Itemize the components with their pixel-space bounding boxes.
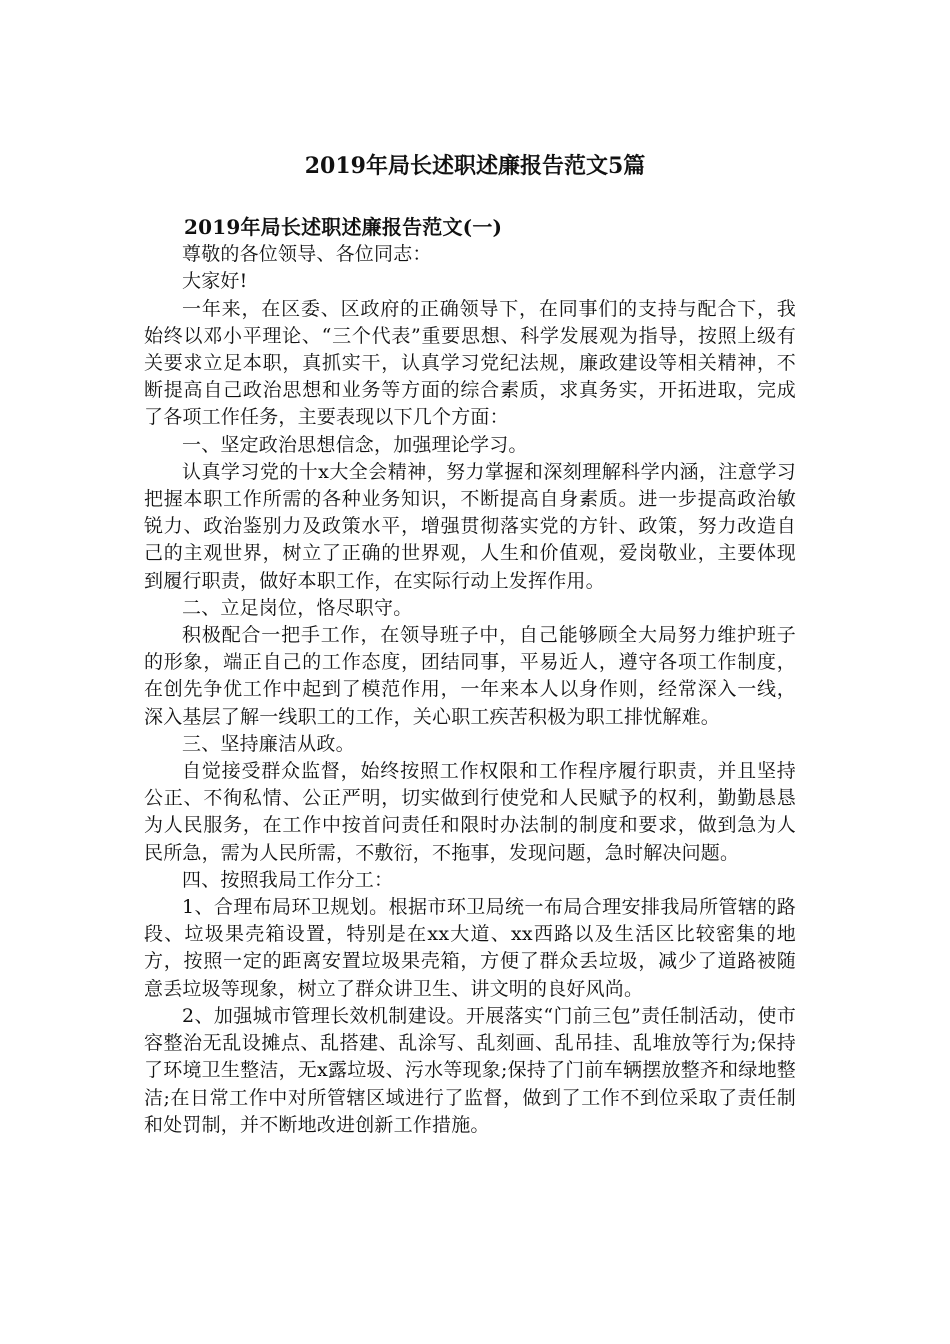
body-paragraph: 认真学习党的十x大全会精神，努力掌握和深刻理解科学内涵，注意学习把握本职工作所需的各种业务知识，不断提高自身素质。进一步提高政治敏锐力、政治鉴别力及政策水平，增强贯彻落实党的方针、政策，努力改造自己的主观世界，树立了正确的世界观，人生和价值观，爱岗敬业，主要体现到履行职责，做好本职工作，在实际行动上发挥作用。 bbox=[144, 460, 796, 592]
body-paragraph: 一年来，在区委、区政府的正确领导下，在同事们的支持与配合下，我始终以邓小平理论、“三个代表”重要思想、科学发展观为指导，按照上级有关要求立足本职，真抓实干，认真学习党纪法规，廉政建设等相关精神，不断提高自己政治思想和业务等方面的综合素质，求真务实，开拓进取，完成了各项工作任务，主要表现以下几个方面： bbox=[144, 297, 796, 429]
section-heading: 三、坚持廉洁从政。 bbox=[182, 732, 355, 755]
section-heading: 一、坚定政治思想信念，加强理论学习。 bbox=[182, 433, 528, 456]
document-title: 2019年局长述职述廉报告范文5篇 bbox=[304, 153, 646, 179]
salutation: 尊敬的各位领导、各位同志： bbox=[182, 243, 432, 266]
greeting: 大家好! bbox=[182, 270, 248, 293]
section-heading: 二、立足岗位，恪尽职守。 bbox=[182, 596, 413, 619]
body-paragraph: 2、加强城市管理长效机制建设。开展落实“门前三包”责任制活动，使市容整治无乱设摊点、乱搭建、乱涂写、乱刻画、乱吊挂、乱堆放等行为;保持了环境卫生整洁，无x露垃圾、污水等现象;保持了门前车辆摆放整齐和绿地整洁;在日常工作中对所管辖区域进行了监督，做到了工作不到位采取了责任制和处罚制，并不断地改进创新工作措施。 bbox=[144, 1004, 796, 1136]
body-paragraph: 自觉接受群众监督，始终按照工作权限和工作程序履行职责，并且坚持公正、不徇私情、公正严明，切实做到行使党和人民赋予的权利，勤勤恳恳为人民服务，在工作中按首问责任和限时办法制的制度和要求，做到急为人民所急，需为人民所需，不敷衍，不拖事，发现问题，急时解决问题。 bbox=[144, 760, 796, 864]
section-heading: 四、按照我局工作分工： bbox=[182, 868, 394, 891]
section-title: 2019年局长述职述廉报告范文(一) bbox=[184, 215, 503, 239]
document-body bbox=[144, 214, 796, 1139]
body-paragraph: 积极配合一把手工作，在领导班子中，自己能够顾全大局努力维护班子的形象，端正自己的工作态度，团结同事，平易近人，遵守各项工作制度，在创先争优工作中起到了模范作用，一年来本人以身作则，经常深入一线，深入基层了解一线职工的工作，关心职工疾苦积极为职工排忧解难。 bbox=[144, 624, 796, 728]
body-paragraph: 1、合理布局环卫规划。根据市环卫局统一布局合理安排我局所管辖的路段、垃圾果壳箱设置，特别是在xx大道、xx西路以及生活区比较密集的地方，按照一定的距离安置垃圾果壳箱，方便了群众丢垃圾，减少了道路被随意丢垃圾等现象，树立了群众讲卫生、讲文明的良好风尚。 bbox=[144, 896, 796, 1000]
